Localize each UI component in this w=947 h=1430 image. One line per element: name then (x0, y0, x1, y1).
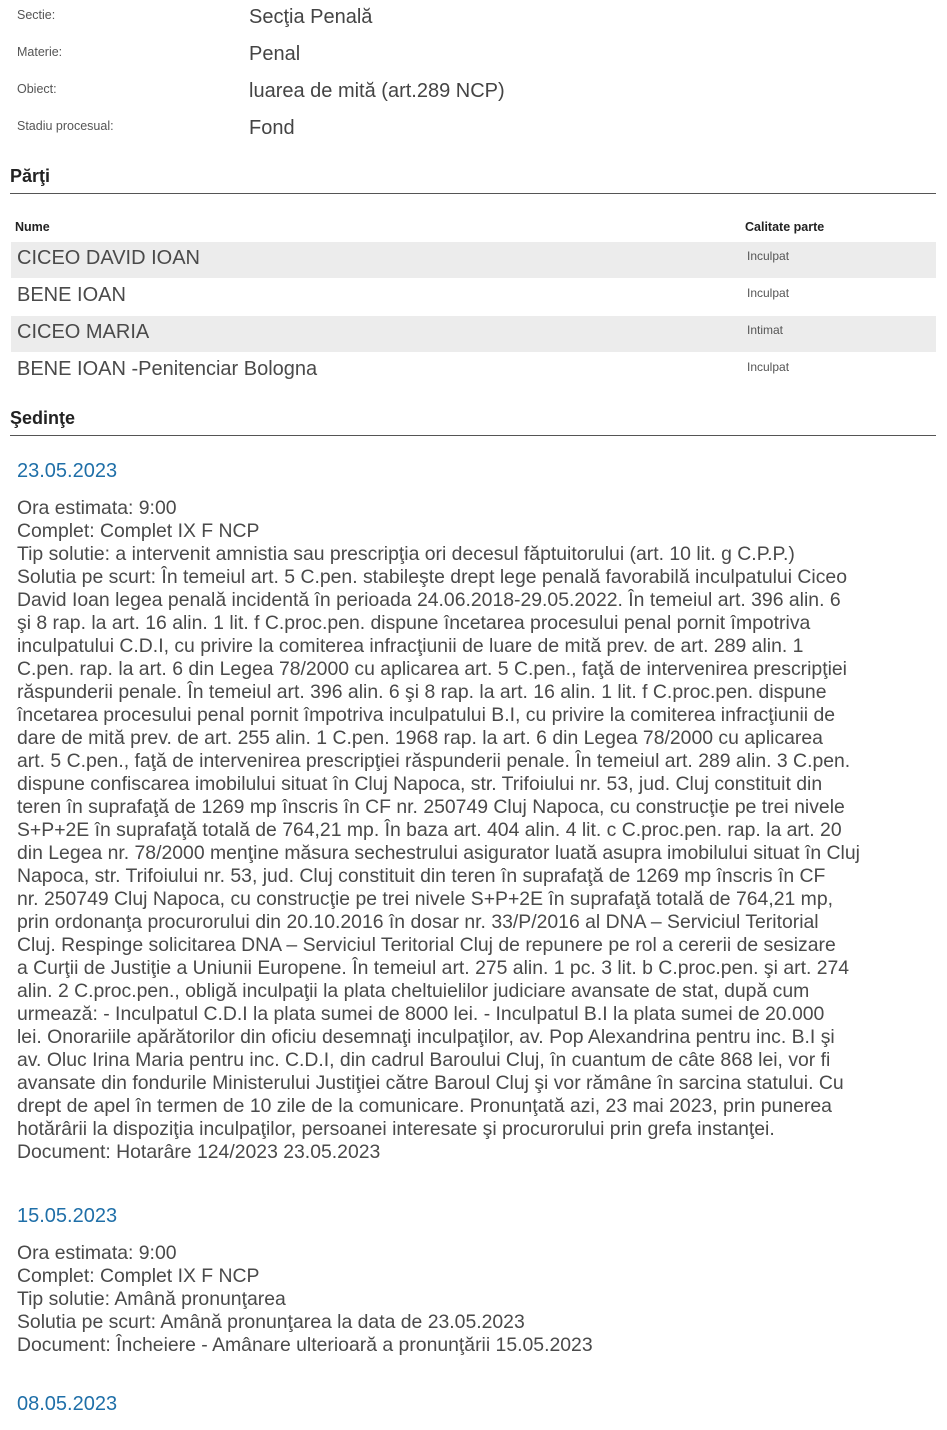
party-row (11, 242, 936, 278)
summary-line: dare de mită prev. de art. 255 alin. 1 C.pen. 1968 rap. la art. 6 din Legea 78/2000 cu aplicarea (17, 727, 823, 749)
party-role: Inculpat (747, 249, 790, 263)
hearing-date: 23.05.2023 (17, 460, 118, 482)
hearing-document[interactable]: Document: Hotarâre 124/2023 23.05.2023 (17, 1141, 381, 1163)
case-info-row-section (0, 6, 947, 42)
hearing-time: Ora estimata: 9:00 (17, 1242, 177, 1264)
summary-line: Napoca, str. Trifoiului nr. 53, jud. Cluj constituit din teren în suprafaţă de 1269 mp înscris în CF (17, 865, 826, 887)
hearing-panel: Complet: Complet IX F NCP (17, 1265, 260, 1287)
summary-line: a Curţii de Justiţie a Uniunii Europene. În temeiul art. 275 alin. 1 pc. 3 lit. b C.proc.pen. şi art. 274 (17, 957, 850, 979)
stage-label: Stadiu procesual: (17, 119, 114, 133)
section-label: Sectie: (17, 8, 56, 22)
stage-value: Fond (249, 117, 295, 139)
summary-line: Solutia pe scurt: În temeiul art. 5 C.pen. stabileşte drept lege penală favorabilă inculpatului Ciceo (17, 566, 847, 588)
hearings-section-title: Şedinţe (10, 408, 936, 436)
summary-line: încetarea procesului penal pornit împotriva inculpatului B.I, cu privire la comiterea infracţiunii de (17, 704, 836, 726)
summary-line: hotărârii la dispoziţia inculpaţilor, persoanei interesate şi procurorului prin grefa instanţei. (17, 1118, 775, 1140)
parties-col-name: Nume (15, 220, 50, 234)
hearing-entry (17, 1205, 932, 1357)
summary-line: răspunderii penale. În temeiul art. 396 alin. 6 şi 8 rap. la art. 16 alin. 1 lit. f C.proc.pen. dispune (17, 681, 827, 703)
summary-line: dispune confiscarea imobilului situat în Cluj Napoca, str. Trifoiului nr. 53, jud. Cluj constituit din (17, 773, 823, 795)
parties-col-role: Calitate parte (745, 220, 825, 234)
party-name: CICEO MARIA (17, 321, 150, 343)
party-row (11, 316, 936, 352)
summary-line: C.pen. rap. la art. 6 din Legea 78/2000 cu aplicarea art. 5 C.pen., faţă de intervenirea prescripţiei (17, 658, 847, 680)
hearing-solution-type: Tip solutie: Amână pronunţarea (17, 1288, 286, 1310)
summary-line: av. Oluc Irina Maria pentru inc. C.D.I, din cadrul Baroului Cluj, în cuantum de câte 868 lei, vor fi (17, 1049, 831, 1071)
party-name: CICEO DAVID IOAN (17, 247, 200, 269)
hearing-date: 15.05.2023 (17, 1205, 118, 1227)
summary-line: drept de apel în termen de 10 zile de la comunicare. Pronunţată azi, 23 mai 2023, prin punerea (17, 1095, 832, 1117)
object-label: Obiect: (17, 82, 57, 96)
summary-line: din Legea nr. 78/2000 menţine măsura sechestrului asigurator luată asupra imobilului situat în Cluj (17, 842, 860, 864)
summary-line: David Ioan legea penală incidentă în perioada 24.06.2018-29.05.2022. În temeiul art. 396 alin. 6 (17, 589, 841, 611)
summary-line: lei. Onorariile apărătorilor din oficiu desemnaţi inculpaţilor, av. Pop Alexandrina pentru inc. B.I şi (17, 1026, 835, 1048)
case-info-row-stage (0, 117, 947, 153)
party-role: Inculpat (747, 360, 790, 374)
party-role: Intimat (747, 323, 784, 337)
hearing-details (17, 497, 932, 1164)
party-role: Inculpat (747, 286, 790, 300)
summary-line: Cluj. Respinge solicitarea DNA – Serviciul Teritorial Cluj de repunere pe rol a cererii de sesizare (17, 934, 836, 956)
hearing-details (17, 1242, 932, 1357)
hearing-time: Ora estimata: 9:00 (17, 497, 177, 519)
hearing-summary (17, 566, 932, 1141)
hearing-summary: Solutia pe scurt: Amână pronunţarea la data de 23.05.2023 (17, 1311, 525, 1333)
parties-section-title: Părţi (10, 166, 936, 194)
hearing-date: 08.05.2023 (17, 1393, 118, 1415)
summary-line: urmează: - Inculpatul C.D.I la plata sumei de 8000 lei. - Inculpatul B.I la plata sumei de 20.000 (17, 1003, 825, 1025)
summary-line: teren în suprafaţă de 1269 mp înscris în CF nr. 250749 Cluj Napoca, cu construcţie pe trei nivele (17, 796, 845, 818)
hearing-solution-type: Tip solutie: a intervenit amnistia sau prescripţia ori decesul făptuitorului (art. 10 lit. g C.P.P.) (17, 543, 795, 565)
summary-line: inculpatului C.D.I, cu privire la comiterea infracţiunii de luare de mită prev. de art. 289 alin. 1 (17, 635, 804, 657)
party-name: BENE IOAN (17, 284, 126, 306)
party-row (11, 353, 936, 389)
object-value: luarea de mită (art.289 NCP) (249, 80, 505, 102)
summary-line: alin. 2 C.proc.pen., obligă inculpaţii la plata cheltuielilor judiciare avansate de stat, după cum (17, 980, 810, 1002)
party-row (11, 279, 936, 315)
hearing-document[interactable]: Document: Încheiere - Amânare ulterioară a pronunţării 15.05.2023 (17, 1334, 593, 1356)
hearing-entry (17, 460, 932, 1164)
section-value: Secţia Penală (249, 6, 373, 28)
summary-line: prin ordonanţa procurorului din 20.10.2016 în dosar nr. 33/P/2016 al DNA – Serviciul Teritorial (17, 911, 819, 933)
summary-line: şi 8 rap. la art. 16 alin. 1 lit. f C.proc.pen. dispune încetarea procesului penal pornit împotriva (17, 612, 811, 634)
summary-line: art. 5 C.pen., faţă de intervenirea prescripţiei răspunderii penale. În temeiul art. 289 alin. 3 C.pen. (17, 750, 851, 772)
matter-label: Materie: (17, 45, 63, 59)
hearing-entry (17, 1393, 932, 1430)
summary-line: nr. 250749 Cluj Napoca, cu construcţie pe trei nivele S+P+2E în suprafaţă totală de 764,21 mp, (17, 888, 833, 910)
matter-value: Penal (249, 43, 301, 65)
summary-line: avansate din fondurile Ministerului Justiţiei către Baroul Cluj şi vor rămâne în sarcina statului. Cu (17, 1072, 844, 1094)
case-info-row-matter (0, 43, 947, 79)
party-name: BENE IOAN -Penitenciar Bologna (17, 358, 318, 380)
hearing-panel: Complet: Complet IX F NCP (17, 520, 260, 542)
case-info-row-object (0, 80, 947, 116)
summary-line: S+P+2E în suprafaţă totală de 764,21 mp. În baza art. 404 alin. 4 lit. c C.proc.pen. rap. la art. 20 (17, 819, 842, 841)
